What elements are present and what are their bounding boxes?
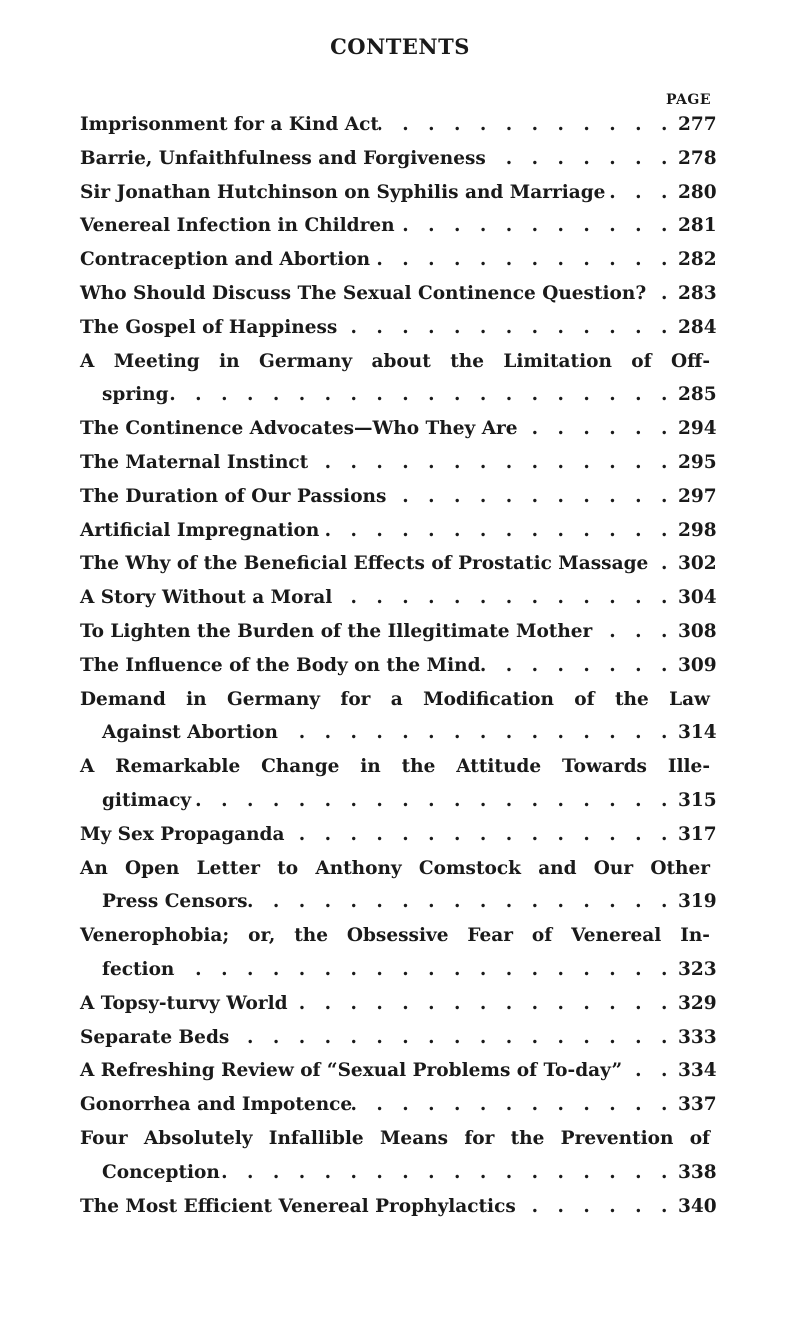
toc-entry-line (80, 142, 717, 176)
toc-entry-line (80, 277, 717, 311)
toc-entry-title: Venerophobia; or, the Obsessive Fear of Venereal In- (80, 925, 710, 947)
toc-page-number: 323 (678, 958, 717, 980)
toc-entry-title: The Continence Advocates—Who They Are (80, 418, 518, 440)
toc-entry-line (80, 1021, 717, 1055)
toc-page-number: 309 (678, 654, 717, 676)
page-column-label: PAGE (666, 92, 711, 108)
toc-entry-title: Barrie, Unfaithfulness and Forgiveness (80, 147, 486, 169)
toc-page-number: 337 (678, 1094, 717, 1116)
toc-entry (80, 1088, 717, 1122)
toc-entry (80, 1190, 717, 1224)
toc-entry-line (80, 480, 717, 514)
toc-entry-line (80, 209, 717, 243)
toc-entry-line (80, 547, 717, 581)
toc-entry-title: A Remarkable Change in the Attitude Towards Ille- (80, 756, 710, 778)
toc-entry-title: An Open Letter to Anthony Comstock and Our Other (80, 857, 710, 879)
dot-leader (622, 1054, 678, 1088)
toc-entry-continuation (80, 953, 717, 987)
toc-page-number: 277 (678, 114, 717, 135)
toc-entry-title: Venereal Infection in Children (80, 215, 395, 237)
dot-leader (285, 818, 679, 852)
dot-leader (481, 649, 678, 683)
toc-entry (80, 277, 717, 311)
toc-entry (80, 345, 717, 413)
toc-page-number: 298 (678, 519, 717, 541)
toc-entry-line (80, 852, 710, 886)
dot-leader (229, 1021, 678, 1055)
toc-entry-title: The Why of the Beneficial Effects of Prostatic Massage (80, 553, 649, 575)
toc-entry-title: fection (102, 958, 175, 980)
toc-entry-line (80, 649, 717, 683)
toc-page-number: 308 (678, 620, 717, 642)
dot-leader (174, 953, 678, 987)
toc-entry (80, 581, 717, 615)
dot-leader (191, 784, 678, 818)
toc-entry-line (80, 1054, 717, 1088)
toc-entry-title: A Topsy-turvy World (80, 992, 288, 1014)
dot-leader (518, 412, 678, 446)
toc-page-number: 285 (678, 384, 717, 406)
toc-entry-line (80, 750, 710, 784)
toc-page-number: 317 (678, 823, 717, 845)
toc-entry-line (80, 818, 717, 852)
toc-entry-continuation (80, 1156, 717, 1190)
toc-entry-line (80, 345, 710, 379)
dot-leader (592, 615, 678, 649)
page-heading: CONTENTS (330, 34, 470, 59)
dot-leader (278, 716, 678, 750)
toc-entry-line (80, 108, 717, 142)
toc-page-number: 278 (678, 147, 717, 169)
toc-page-number: 283 (678, 282, 717, 304)
toc-entry (80, 649, 717, 683)
toc-entry-continuation (80, 885, 717, 919)
dot-leader (648, 547, 678, 581)
toc-page-number: 297 (678, 485, 717, 507)
toc-entry-title: Separate Beds (80, 1026, 230, 1048)
dot-leader (605, 176, 678, 210)
toc-page-number: 319 (678, 891, 717, 913)
toc-page-number: 334 (678, 1060, 717, 1082)
toc-entry (80, 615, 717, 649)
toc-entry-title: Sir Jonathan Hutchinson on Syphilis and Marriage (80, 181, 606, 203)
dot-leader (516, 1190, 678, 1224)
dot-leader (395, 209, 678, 243)
toc-entry-line (80, 514, 717, 548)
dot-leader (370, 243, 678, 277)
toc-entry-line (80, 1190, 717, 1224)
toc-entry-line (80, 243, 717, 277)
dot-leader (379, 108, 678, 142)
toc-page-number: 304 (678, 587, 717, 609)
toc-entry (80, 750, 717, 818)
toc-page-number: 281 (678, 215, 717, 237)
toc-entry-title: Contraception and Abortion (80, 249, 371, 271)
toc-entry-title: Against Abortion (102, 722, 278, 744)
toc-entry (80, 142, 717, 176)
toc-page-number: 302 (678, 553, 717, 575)
table-of-contents (80, 108, 717, 1223)
dot-leader (319, 514, 678, 548)
toc-entry (80, 818, 717, 852)
toc-entry-line (80, 446, 717, 480)
toc-entry-title: Gonorrhea and Impotence (80, 1094, 353, 1116)
dot-leader (386, 480, 678, 514)
toc-page-number: 314 (678, 722, 717, 744)
dot-leader (308, 446, 678, 480)
toc-entry-title: To Lighten the Burden of the Illegitimate Mother (80, 620, 593, 642)
toc-entry-title: Demand in Germany for a Modification of the Law (80, 688, 710, 710)
toc-entry (80, 209, 717, 243)
toc-entry-continuation (80, 378, 717, 412)
toc-entry-title: The Maternal Instinct (80, 451, 309, 473)
toc-entry-line (80, 987, 717, 1021)
toc-entry-title: A Story Without a Moral (80, 587, 333, 609)
toc-page-number: 282 (678, 249, 717, 271)
toc-entry-title: Conception (102, 1161, 220, 1183)
toc-entry-line (80, 176, 717, 210)
toc-entry-line (80, 1088, 717, 1122)
toc-entry-line (80, 919, 710, 953)
toc-entry-title: Artificial Impregnation (80, 519, 320, 541)
toc-page-number: 294 (678, 418, 717, 440)
toc-entry (80, 852, 717, 920)
dot-leader (486, 142, 678, 176)
toc-entry (80, 446, 717, 480)
toc-entry-title: Who Should Discuss The Sexual Continence Question? (80, 282, 647, 304)
dot-leader (248, 885, 678, 919)
toc-entry-line (80, 581, 717, 615)
dot-leader (288, 987, 678, 1021)
dot-leader (352, 1088, 678, 1122)
dot-leader (337, 311, 678, 345)
toc-entry-line (80, 412, 717, 446)
toc-entry-line (80, 311, 717, 345)
toc-entry-title: Imprisonment for a Kind Act (80, 114, 379, 135)
toc-entry (80, 176, 717, 210)
toc-entry (80, 480, 717, 514)
toc-entry (80, 547, 717, 581)
toc-entry (80, 108, 717, 142)
toc-entry-title: Four Absolutely Infallible Means for the Prevention of (80, 1127, 710, 1149)
toc-page-number: 280 (678, 181, 717, 203)
toc-page-number: 333 (678, 1026, 717, 1048)
toc-entry (80, 243, 717, 277)
toc-page-number: 338 (678, 1161, 717, 1183)
toc-entry (80, 1054, 717, 1088)
toc-entry-line (80, 615, 717, 649)
toc-entry-continuation (80, 716, 717, 750)
toc-entry-line (80, 683, 710, 717)
toc-entry-title: The Influence of the Body on the Mind (80, 654, 481, 676)
toc-entry-title: gitimacy (102, 789, 192, 811)
dot-leader (332, 581, 678, 615)
toc-entry (80, 514, 717, 548)
toc-entry-title: My Sex Propaganda (80, 823, 285, 845)
dot-leader (646, 277, 678, 311)
toc-entry-title: The Duration of Our Passions (80, 485, 387, 507)
toc-entry (80, 987, 717, 1021)
toc-entry (80, 1122, 717, 1190)
toc-page-number: 340 (678, 1195, 717, 1217)
dot-leader (220, 1156, 678, 1190)
dot-leader (169, 378, 678, 412)
toc-page-number: 315 (678, 789, 717, 811)
toc-entry-line (80, 1122, 710, 1156)
toc-entry (80, 919, 717, 987)
toc-entry (80, 311, 717, 345)
toc-entry (80, 412, 717, 446)
toc-page-number: 284 (678, 316, 717, 338)
toc-entry-title: A Refreshing Review of “Sexual Problems of To-day” (80, 1060, 623, 1082)
toc-entry-continuation (80, 784, 717, 818)
toc-entry (80, 1021, 717, 1055)
toc-entry-title: A Meeting in Germany about the Limitation of Off- (80, 350, 710, 372)
toc-entry-title: spring (102, 384, 169, 406)
toc-page-number: 295 (678, 451, 717, 473)
toc-entry (80, 683, 717, 751)
toc-entry-title: The Most Efficient Venereal Prophylactics (80, 1195, 516, 1217)
toc-page-number: 329 (678, 992, 717, 1014)
toc-entry-title: The Gospel of Happiness (80, 316, 338, 338)
toc-entry-title: Press Censors (102, 891, 248, 913)
